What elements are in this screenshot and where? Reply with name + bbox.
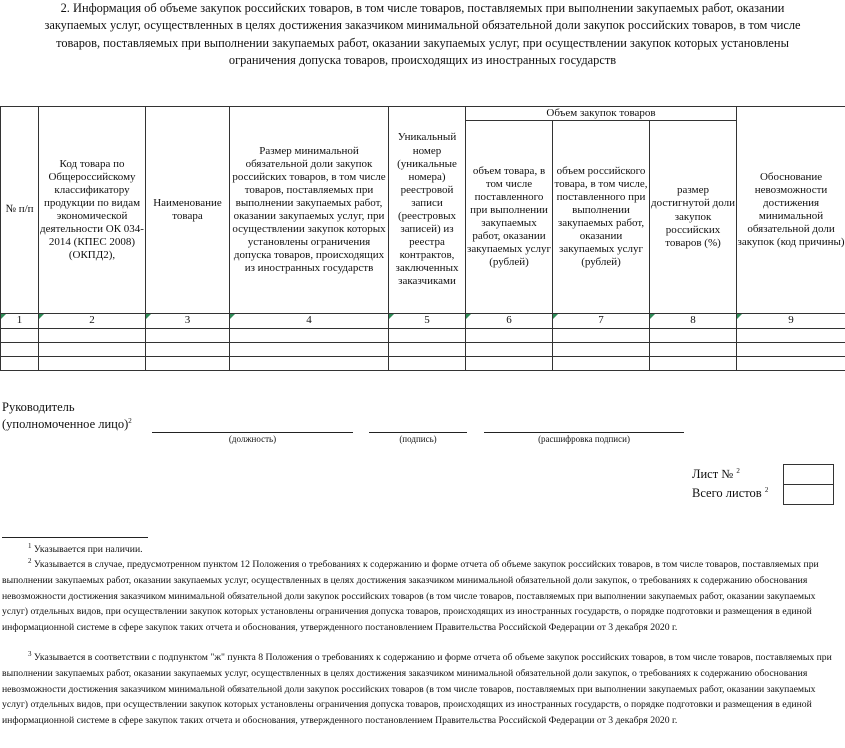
page-title: 2. Информация об объеме закупок российских товаров, в том числе товаров, поставляемых при выполнении закупаемых работ, оказании закупаемых услуг, осуществленных в целях достижения заказчиком минимальной обязательной доли закупок российских товаров, в том числе товаров, поставляемых при выполнении закупаемых работ, оказании закупаемых услуг, при осуществлении закупок которых установлены ограничения допуска товаров, происходящих из иностранных государств (44, 1, 801, 67)
footnote-text: Указывается в соответствии с подпунктом "ж" пункта 8 Положения о требованиях к содержанию и форме отчета об объеме закупок российских товаров, в том числе товаров, поставляемых при выполнении закупаемых работ, оказании закупаемых услуг, осуществленных в целях достижения заказчиком минимальной обязательной доли закупок, о требованиях к содержанию обоснования невозможности достижения заказчиком минимальной обязательной доли закупок российских товаров (в том числе товаров, поставляемых при выполнении закупаемых работ, оказании закупаемых услуг) отдельных видов, при осуществлении закупок которых установлены ограничения допуска товаров, происходящих из иностранных государств, о порядке подготовки и размещения в единой информационной системе в сфере закупок таких отчета и обоснования, утвержденного постановлением Правительства Российской Федерации от 3 декабря 2020 г. (2, 652, 832, 727)
footnote-3 (2, 647, 832, 729)
total-sheets-box[interactable] (783, 484, 834, 505)
table-cell[interactable] (146, 329, 230, 343)
table-cell[interactable] (230, 343, 389, 357)
total-sheets-label (692, 486, 768, 501)
table-cell[interactable] (389, 329, 466, 343)
column-number: 9 (737, 314, 845, 329)
footnote-number: 1 (28, 542, 32, 550)
table-cell[interactable] (39, 343, 146, 357)
header-volume-total: объем товара, в том числе поставленного при выполнении закупаемых работ, оказании закупаемых услуг (рублей) (466, 121, 553, 314)
table-cell[interactable] (39, 329, 146, 343)
report-table (0, 106, 845, 371)
column-number: 2 (39, 314, 146, 329)
table-cell[interactable] (650, 343, 737, 357)
table-cell[interactable] (146, 343, 230, 357)
table-cell[interactable] (737, 357, 845, 371)
signer-sublabel (2, 417, 132, 432)
table-cell[interactable] (230, 357, 389, 371)
header-group-volume: Объем закупок товаров (466, 107, 737, 121)
table-cell[interactable] (230, 329, 389, 343)
table-cell[interactable] (39, 357, 146, 371)
table-cell[interactable] (1, 343, 39, 357)
header-registry-number: Уникальный номер (уникальные номера) реестровой записи (реестровых записей) из реестра контрактов, заключенных заказчиками (389, 107, 466, 314)
table-cell[interactable] (1, 329, 39, 343)
header-volume-russian: объем российского товара, в том числе, поставленного при выполнении закупаемых работ, оказании закупаемых услуг (рублей) (553, 121, 650, 314)
table-row (1, 329, 845, 343)
column-number: 1 (1, 314, 39, 329)
footnote-number: 2 (28, 557, 32, 565)
name-field[interactable] (484, 432, 684, 433)
position-field[interactable] (152, 432, 353, 433)
footnote-divider (2, 537, 148, 538)
table-cell[interactable] (737, 343, 845, 357)
column-number: 4 (230, 314, 389, 329)
table-row (1, 357, 845, 371)
signer-label: Руководитель (2, 400, 75, 414)
signature-field[interactable] (369, 432, 467, 433)
table-cell[interactable] (146, 357, 230, 371)
table-cell[interactable] (553, 329, 650, 343)
column-number: 3 (146, 314, 230, 329)
header-justification: Обоснование невозможности достижения минимальной обязательной доли закупок (код причины) (737, 107, 845, 314)
table-cell[interactable] (553, 343, 650, 357)
table-cell[interactable] (389, 357, 466, 371)
footnote-number: 3 (28, 650, 32, 658)
table-cell[interactable] (389, 343, 466, 357)
position-caption: (должность) (228, 434, 277, 444)
footnote-ref: 2 (128, 417, 132, 425)
table-cell[interactable] (1, 357, 39, 371)
footnote-text: Указывается при наличии. (33, 544, 143, 556)
footnote-ref: 2 (764, 486, 769, 494)
table-cell[interactable] (466, 329, 553, 343)
table-cell[interactable] (466, 357, 553, 371)
column-number: 6 (466, 314, 553, 329)
table-cell[interactable] (737, 329, 845, 343)
header-share-achieved: размер достигнутой доли закупок российских товаров (%) (650, 121, 737, 314)
signer-sublabel-text: (уполномоченное лицо) (2, 417, 129, 432)
table-row (1, 343, 845, 357)
sheet-number-text: Лист № (692, 467, 734, 482)
header-min-share: Размер минимальной обязательной доли закупок российских товаров, в том числе товаров, поставляемых при выполнении закупаемых работ, оказании закупаемых услуг, при осуществлении закупок которых установлены ограничения допуска товаров, происходящих из иностранных государств (230, 107, 389, 314)
column-number: 8 (650, 314, 737, 329)
table-cell[interactable] (650, 357, 737, 371)
table-cell[interactable] (466, 343, 553, 357)
footnote-ref: 2 (736, 467, 740, 475)
column-number: 5 (389, 314, 466, 329)
table-cell[interactable] (553, 357, 650, 371)
name-caption: (расшифровка подписи) (538, 434, 630, 444)
sheet-number-label (692, 467, 740, 482)
sheet-number-box[interactable] (783, 464, 834, 485)
table-cell[interactable] (650, 329, 737, 343)
header-number: № п/п (1, 107, 39, 314)
signature-caption: (подпись) (399, 434, 437, 444)
footnote-text: Указывается в случае, предусмотренном пунктом 12 Положения о требованиях к содержанию и форме отчета об объеме закупок российских товаров, в том числе товаров, поставляемых при выполнении закупаемых работ, оказании закупаемых услуг, осуществленных в целях достижения заказчиком минимальной обязательной доли закупок, о требованиях к содержанию обоснования невозможности достижения заказчиком минимальной обязательной доли закупок российских товаров (в том числе товаров, поставляемых при выполнении закупаемых работ, оказании закупаемых услуг) отдельных видов, при осуществлении закупок которых установлены ограничения допуска товаров, происходящих из иностранных государств, о порядке подготовки и размещения в единой информационной системе в сфере закупок таких отчета и обоснования, утвержденного постановлением Правительства Российской Федерации от 3 декабря 2020 г. (2, 559, 819, 634)
total-sheets-text: Всего листов (692, 486, 762, 501)
column-number: 7 (553, 314, 650, 329)
header-product-code: Код товара по Общероссийскому классификатору продукции по видам экономической деятельности ОК 034-2014 (КПЕС 2008) (ОКПД2), (39, 107, 146, 314)
footnote-2 (2, 554, 832, 636)
header-product-name: Наименование товара (146, 107, 230, 314)
